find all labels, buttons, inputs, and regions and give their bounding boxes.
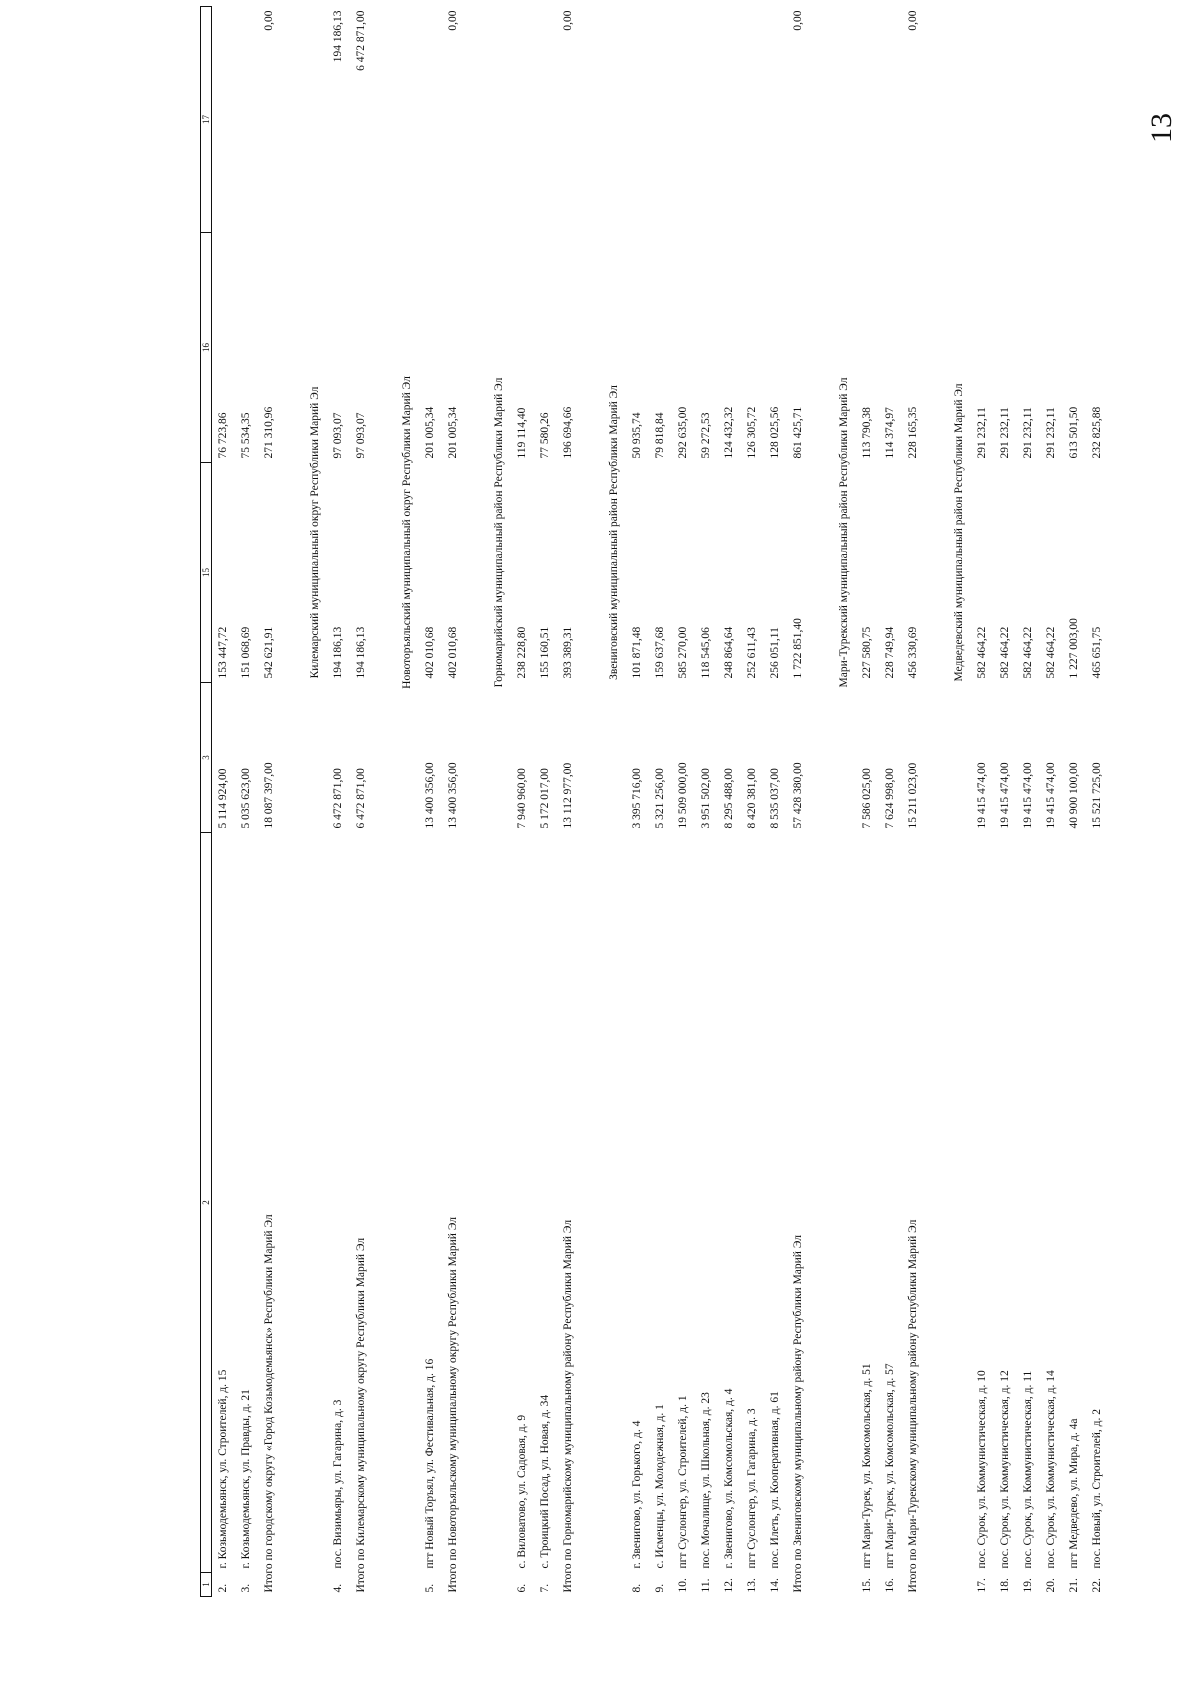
col3-value: 8 420 381,00: [746, 768, 758, 829]
col16-value: 97 093,07: [332, 412, 344, 459]
row-number: 7.: [539, 1583, 551, 1593]
col17-value: [764, 7, 787, 233]
col3-value: 57 428 380,00: [792, 762, 804, 829]
col16-value: 291 232,11: [999, 407, 1011, 459]
row-number: 8.: [631, 1583, 643, 1593]
col16-value: 228 165,35: [907, 406, 919, 459]
col17-value: 194 186,13: [332, 10, 344, 63]
col16-value: 114 374,97: [884, 407, 896, 459]
spacer-row: [925, 7, 948, 1597]
col17-value: [1063, 7, 1086, 233]
column-header-15: 15: [201, 463, 212, 683]
section-header-row: [396, 7, 419, 1597]
total-row: [557, 7, 580, 1597]
spacer-row: [810, 7, 833, 1597]
address-cell: пгт Мари-Турек, ул. Комсомольская, д. 57: [884, 1363, 896, 1569]
total-label: Итого по Новоторъяльскому муниципальному округу Республики Марий Эл: [447, 1216, 459, 1593]
col3-value: 3 395 716,00: [631, 768, 643, 829]
table-row: [212, 7, 236, 1597]
row-number: 22.: [1091, 1578, 1103, 1593]
total-row: [902, 7, 925, 1597]
section-header-row: [948, 7, 971, 1597]
col3-value: 18 087 397,00: [263, 762, 275, 829]
section-spacer: [304, 7, 327, 233]
col15-value: 194 186,13: [332, 626, 344, 679]
col17-value: [534, 7, 557, 233]
col3-value: 6 472 871,00: [332, 768, 344, 829]
col15-value: 582 464,22: [999, 626, 1011, 679]
section-title: Горномарийский муниципальный район Республики Марий Эл: [493, 377, 505, 688]
col3-value: 5 114 924,00: [217, 768, 229, 829]
spacer-row: [580, 7, 603, 1597]
col3-value: 19 415 474,00: [976, 762, 988, 829]
col16-value: 291 232,11: [1045, 407, 1057, 459]
column-header-2: 2: [201, 833, 212, 1573]
col15-value: 159 637,68: [654, 626, 666, 679]
table-row: [856, 7, 879, 1597]
col17-value: [695, 7, 718, 233]
col15-value: 456 330,69: [907, 626, 919, 679]
section-spacer: [488, 833, 511, 1597]
col15-value: 228 749,94: [884, 626, 896, 679]
spacer-cell: [580, 7, 603, 1597]
row-number: 20.: [1045, 1578, 1057, 1593]
section-title: Килемарский муниципальный округ Республики Марий Эл: [309, 386, 321, 679]
address-cell: г. Козьмодемьянск, ул. Правды, д. 21: [240, 1389, 252, 1569]
total-row: [442, 7, 465, 1597]
spacer-cell: [810, 7, 833, 1597]
section-spacer: [396, 7, 419, 233]
row-number: 6.: [516, 1583, 528, 1593]
page-number: 13: [1145, 113, 1178, 143]
column-header-16: 16: [201, 233, 212, 463]
budget-table: [200, 6, 1109, 1597]
col3-value: 15 211 023,00: [907, 762, 919, 829]
col16-value: 59 272,53: [700, 412, 712, 459]
address-cell: пгт Новый Торъял, ул. Фестивальная, д. 16: [424, 1358, 436, 1569]
col16-value: 76 723,86: [217, 412, 229, 459]
col17-value: [1040, 7, 1063, 233]
section-spacer: [304, 833, 327, 1597]
col17-value: [672, 7, 695, 233]
table-row: [1086, 7, 1109, 1597]
col15-value: 1 722 851,40: [792, 618, 804, 679]
total-label: Итого по Мари-Турекскому муниципальному району Республики Марий Эл: [907, 1219, 919, 1593]
spacer-cell: [465, 7, 488, 1597]
table-row: [764, 7, 787, 1597]
col16-value: 119 114,40: [516, 407, 528, 459]
table-row: [695, 7, 718, 1597]
spacer-row: [281, 7, 304, 1597]
table-row: [534, 7, 557, 1597]
col16-value: 124 432,32: [723, 406, 735, 459]
col17-value: 0,00: [263, 10, 275, 31]
col15-value: 465 651,75: [1091, 626, 1103, 679]
col15-value: 402 010,68: [447, 626, 459, 679]
col17-value: [419, 7, 442, 233]
col3-value: 7 624 998,00: [884, 768, 896, 829]
col15-value: 155 160,51: [539, 626, 551, 679]
column-header-17: 17: [201, 7, 212, 233]
col15-value: 582 464,22: [976, 626, 988, 679]
address-cell: с. Виловатово, ул. Садовая, д. 9: [516, 1414, 528, 1569]
col17-value: [741, 7, 764, 233]
section-spacer: [603, 7, 626, 233]
row-number: 12.: [723, 1578, 735, 1593]
spacer-row: [373, 7, 396, 1597]
col15-value: 248 864,64: [723, 626, 735, 679]
col3-value: 5 035 623,00: [240, 768, 252, 829]
section-title: Звениговский муниципальный район Республики Марий Эл: [608, 385, 620, 680]
col17-value: [994, 7, 1017, 233]
spacer-cell: [925, 7, 948, 1597]
col16-value: 292 635,00: [677, 406, 689, 459]
section-spacer: [948, 7, 971, 233]
table-row: [672, 7, 695, 1597]
total-row: [258, 7, 281, 1597]
row-number: 16.: [884, 1578, 896, 1593]
col3-value: 5 172 017,00: [539, 768, 551, 829]
row-number: 10.: [677, 1578, 689, 1593]
table-body: [212, 7, 1110, 1597]
table-row: [511, 7, 534, 1597]
address-cell: пос. Сурок, ул. Коммунистическая, д. 12: [999, 1370, 1011, 1569]
address-cell: пос. Сурок, ул. Коммунистическая, д. 10: [976, 1370, 988, 1569]
col16-value: 113 790,38: [861, 407, 873, 459]
row-number: 4.: [332, 1583, 344, 1593]
col16-value: 613 501,50: [1068, 406, 1080, 459]
col3-value: 40 900 100,00: [1068, 762, 1080, 829]
address-cell: г. Звенигово, ул. Комсомольская, д. 4: [723, 1388, 735, 1569]
total-label: Итого по Килемарскому муниципальному округу Республики Марий Эл: [355, 1237, 367, 1593]
row-number: 14.: [769, 1578, 781, 1593]
total-label: Итого по Горномарийскому муниципальному району Республики Марий Эл: [562, 1219, 574, 1593]
section-title: Медведевский муниципальный район Республики Марий Эл: [953, 383, 965, 682]
address-cell: пос. Сурок, ул. Коммунистическая, д. 14: [1045, 1370, 1057, 1569]
table-row: [1063, 7, 1086, 1597]
col16-value: 50 935,74: [631, 412, 643, 459]
col16-value: 128 025,56: [769, 406, 781, 459]
section-header-row: [488, 7, 511, 1597]
col17-value: 0,00: [562, 10, 574, 31]
column-header-row: [201, 7, 212, 1597]
col3-value: 19 415 474,00: [1022, 762, 1034, 829]
address-cell: пгт Суслонгер, ул. Гагарина, д. 3: [746, 1408, 758, 1569]
section-header-row: [304, 7, 327, 1597]
row-number: 21.: [1068, 1578, 1080, 1593]
col3-value: 19 415 474,00: [1045, 762, 1057, 829]
col15-value: 118 545,06: [700, 627, 712, 679]
address-cell: пос. Илеть, ул. Кооперативная, д. 61: [769, 1391, 781, 1569]
col3-value: 5 321 256,00: [654, 768, 666, 829]
col3-value: 8 535 037,00: [769, 768, 781, 829]
col17-value: [1017, 7, 1040, 233]
col15-value: 582 464,22: [1022, 626, 1034, 679]
address-cell: пгт Мари-Турек, ул. Комсомольская, д. 51: [861, 1363, 873, 1569]
section-spacer: [396, 833, 419, 1597]
table-row: [879, 7, 902, 1597]
table-row: [649, 7, 672, 1597]
col16-value: 75 534,35: [240, 412, 252, 459]
col3-value: 19 415 474,00: [999, 762, 1011, 829]
total-label: Итого по Звениговскому муниципальному району Республики Марий Эл: [792, 1234, 804, 1593]
col16-value: 861 425,71: [792, 406, 804, 459]
col17-value: [235, 7, 258, 233]
spacer-row: [465, 7, 488, 1597]
section-spacer: [603, 833, 626, 1597]
col16-value: 201 005,34: [424, 406, 436, 459]
col3-value: 3 951 502,00: [700, 768, 712, 829]
section-spacer: [833, 7, 856, 233]
col3-value: 7 940 960,00: [516, 768, 528, 829]
col17-value: [626, 7, 649, 233]
col17-value: 0,00: [447, 10, 459, 31]
total-label: Итого по городскому округу «Город Козьмодемьянск» Республики Марий Эл: [263, 1214, 275, 1593]
address-cell: пгт Суслонгер, ул. Строителей, д. 1: [677, 1395, 689, 1569]
total-row: [787, 7, 810, 1597]
section-header-row: [833, 7, 856, 1597]
row-number: 5.: [424, 1583, 436, 1593]
row-number: 3.: [240, 1583, 252, 1593]
section-title: Мари-Турекский муниципальный район Республики Марий Эл: [838, 377, 850, 688]
section-title: Новоторъяльский муниципальный округ Республики Марий Эл: [401, 376, 413, 689]
col15-value: 194 186,13: [355, 626, 367, 679]
section-header-row: [603, 7, 626, 1597]
table-row: [626, 7, 649, 1597]
col16-value: 97 093,07: [355, 412, 367, 459]
col15-value: 1 227 003,00: [1068, 618, 1080, 679]
column-header-3: 3: [201, 683, 212, 833]
address-cell: с. Исменцы, ул. Молодежная, д. 1: [654, 1404, 666, 1569]
col17-value: 0,00: [907, 10, 919, 31]
col3-value: 7 586 025,00: [861, 768, 873, 829]
col17-value: [971, 7, 994, 233]
table-row: [419, 7, 442, 1597]
total-row: [350, 7, 373, 1597]
col3-value: 6 472 871,00: [355, 768, 367, 829]
column-header-1: 1: [201, 1573, 212, 1597]
spacer-cell: [373, 7, 396, 1597]
col15-value: 393 389,31: [562, 626, 574, 679]
table-row: [741, 7, 764, 1597]
row-number: 11.: [700, 1578, 712, 1593]
col17-value: 6 472 871,00: [355, 10, 367, 71]
table-row: [971, 7, 994, 1597]
col15-value: 238 228,80: [516, 626, 528, 679]
rotated-page: [200, 0, 1200, 1597]
address-cell: г. Звенигово, ул. Горького, д. 4: [631, 1420, 643, 1569]
col3-value: 13 112 977,00: [562, 762, 574, 829]
row-number: 2.: [217, 1583, 229, 1593]
col15-value: 585 270,00: [677, 626, 689, 679]
col16-value: 126 305,72: [746, 406, 758, 459]
col17-value: 0,00: [792, 10, 804, 31]
col15-value: 402 010,68: [424, 626, 436, 679]
table-row: [1040, 7, 1063, 1597]
address-cell: пос. Новый, ул. Строителей, д. 2: [1091, 1409, 1103, 1569]
address-cell: пос. Сурок, ул. Коммунистическая, д. 11: [1022, 1370, 1034, 1569]
section-spacer: [948, 833, 971, 1597]
col16-value: 271 310,96: [263, 406, 275, 459]
col17-value: [879, 7, 902, 233]
col15-value: 227 580,75: [861, 626, 873, 679]
col16-value: 232 825,88: [1091, 406, 1103, 459]
address-cell: г. Козьмодемьянск, ул. Строителей, д. 15: [217, 1369, 229, 1569]
col15-value: 256 051,11: [769, 627, 781, 679]
col15-value: 101 871,48: [631, 626, 643, 679]
col15-value: 153 447,72: [217, 626, 229, 679]
col17-value: [212, 7, 236, 233]
col3-value: 13 400 356,00: [424, 762, 436, 829]
row-number: 9.: [654, 1583, 666, 1593]
col16-value: 291 232,11: [976, 407, 988, 459]
col16-value: 77 580,26: [539, 412, 551, 459]
col17-value: [1086, 7, 1109, 233]
row-number: 19.: [1022, 1578, 1034, 1593]
table-row: [327, 7, 350, 1597]
col15-value: 252 611,43: [746, 627, 758, 679]
col16-value: 291 232,11: [1022, 407, 1034, 459]
col17-value: [511, 7, 534, 233]
col3-value: 15 521 725,00: [1091, 762, 1103, 829]
row-number: 17.: [976, 1578, 988, 1593]
table-row: [718, 7, 741, 1597]
address-cell: пос. Визимьяры, ул. Гагарина, д. 3: [332, 1399, 344, 1569]
col15-value: 151 068,69: [240, 626, 252, 679]
col16-value: 201 005,34: [447, 406, 459, 459]
row-number: 18.: [999, 1578, 1011, 1593]
col17-value: [856, 7, 879, 233]
col3-value: 13 400 356,00: [447, 762, 459, 829]
address-cell: пос. Мочалище, ул. Школьная, д. 23: [700, 1392, 712, 1569]
spacer-cell: [281, 7, 304, 1597]
col16-value: 196 694,66: [562, 406, 574, 459]
table-row: [994, 7, 1017, 1597]
section-spacer: [833, 833, 856, 1597]
col15-value: 582 464,22: [1045, 626, 1057, 679]
address-cell: пгт Медведево, ул. Мира, д. 4а: [1068, 1418, 1080, 1569]
col15-value: 542 621,91: [263, 626, 275, 679]
col17-value: [718, 7, 741, 233]
row-number: 15.: [861, 1578, 873, 1593]
col3-value: 19 509 000,00: [677, 762, 689, 829]
address-cell: с. Троицкий Посад, ул. Новая, д. 34: [539, 1394, 551, 1569]
row-number: 13.: [746, 1578, 758, 1593]
col3-value: 8 295 488,00: [723, 768, 735, 829]
section-spacer: [488, 7, 511, 233]
table-row: [235, 7, 258, 1597]
table-row: [1017, 7, 1040, 1597]
col16-value: 79 818,84: [654, 412, 666, 459]
col17-value: [649, 7, 672, 233]
